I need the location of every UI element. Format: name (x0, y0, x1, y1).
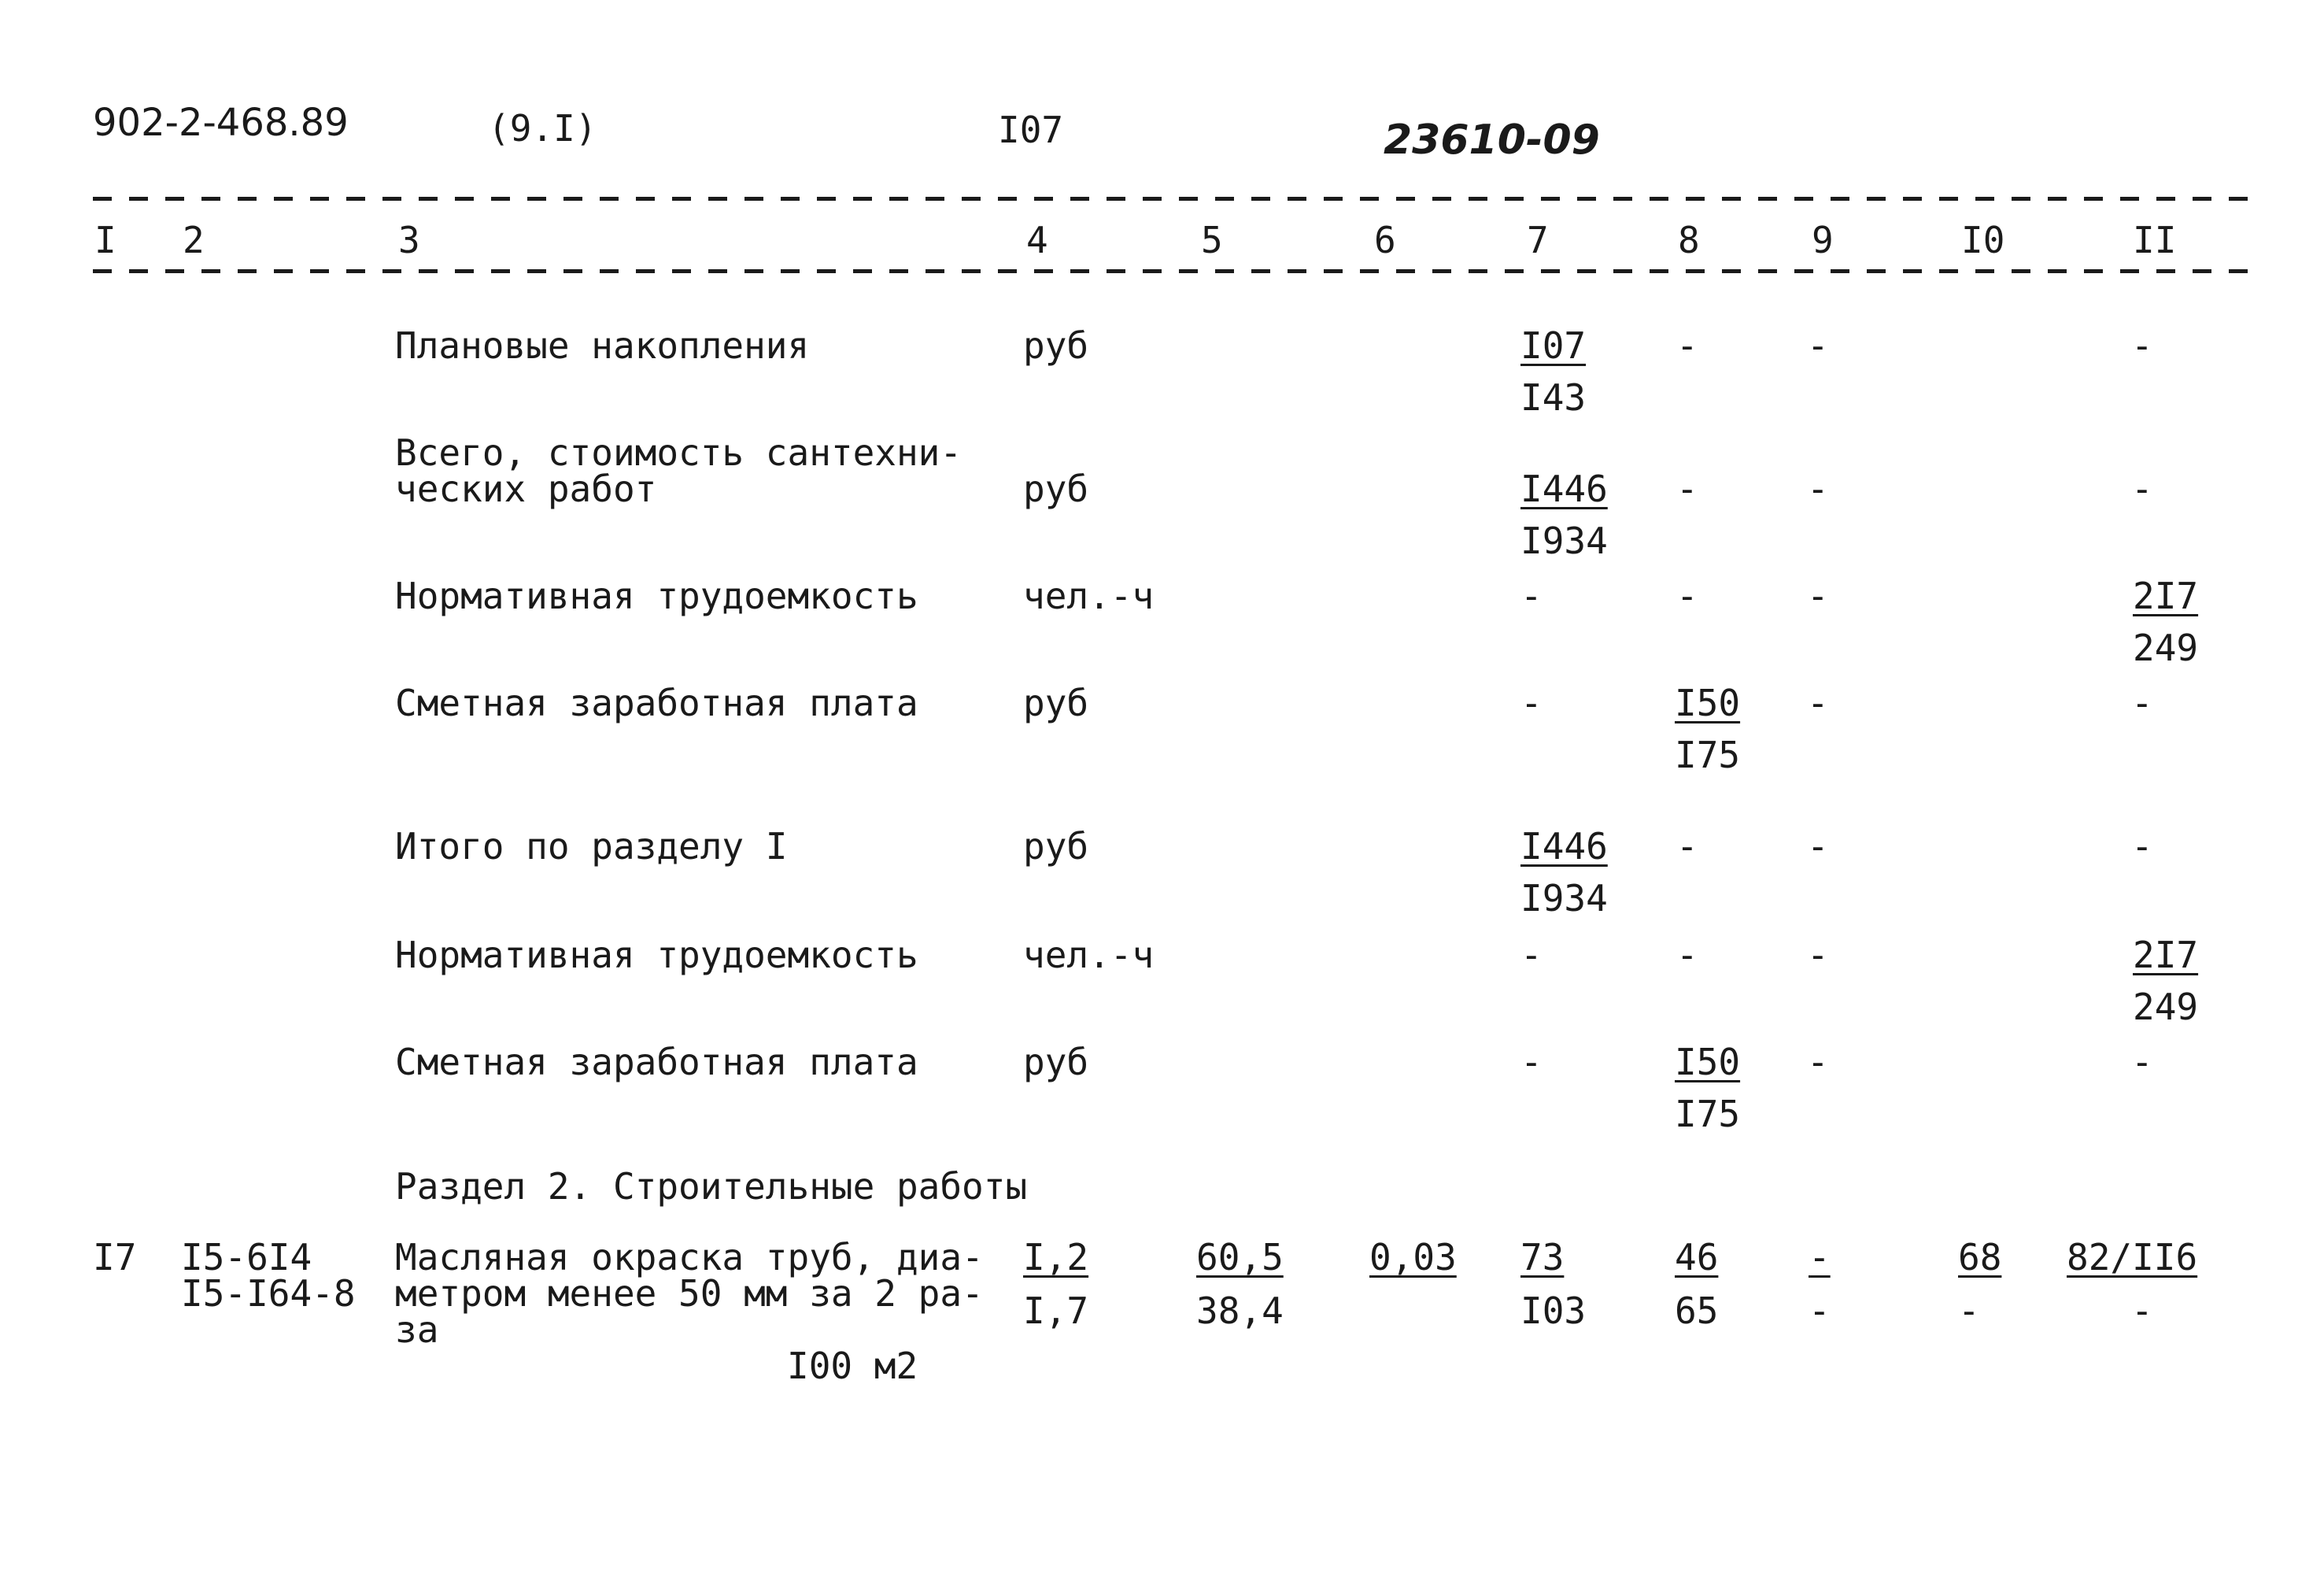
item17-col5-top: 60,5 (1196, 1236, 1284, 1278)
row-total-plumbing-col11: - (2131, 468, 2153, 510)
row-estimated-wages-label: Сметная заработная плата (395, 682, 918, 724)
row-section1-total-col7-top: I446 (1520, 825, 1608, 868)
row-section1-labor-col7: - (1520, 934, 1543, 976)
row-total-plumbing-col7-bottom: I934 (1520, 520, 1608, 562)
item17-col7-top: 73 (1520, 1236, 1565, 1278)
row-section1-wages-col11: - (2131, 1041, 2153, 1083)
row-section1-total-col7-bottom: I934 (1520, 877, 1608, 920)
row-total-plumbing-unit: руб (1023, 468, 1089, 510)
row-total-plumbing-label-line2: ческих работ (395, 468, 657, 510)
item17-col10-bottom: - (1958, 1290, 1980, 1332)
item17-col11-top: 82/II6 (2067, 1236, 2198, 1278)
section-reference: (9.I) (488, 107, 597, 150)
row-section1-labor-col11-top: 2I7 (2133, 934, 2199, 976)
archive-number: 23610-09 (1384, 117, 1600, 164)
item17-col4-bottom: I,7 (1023, 1290, 1089, 1332)
row-section1-wages-col7: - (1520, 1041, 1543, 1083)
column-header-3: 3 (398, 219, 420, 261)
item17-code-line1: I5-6I4 (181, 1236, 312, 1278)
row-section1-labor-col9: - (1807, 934, 1829, 976)
column-header-5: 5 (1201, 219, 1223, 261)
row-section1-wages-col8-bottom: I75 (1675, 1093, 1741, 1135)
row-labor-intensity-col11-bottom: 249 (2133, 627, 2199, 669)
item17-col8-top: 46 (1675, 1236, 1719, 1278)
row-section1-labor-col8: - (1676, 934, 1698, 976)
row-planned-savings-col7-bottom: I43 (1520, 376, 1587, 419)
row-estimated-wages-col11: - (2131, 682, 2153, 724)
row-section1-labor-label: Нормативная трудоемкость (395, 934, 918, 976)
row-planned-savings-col9: - (1807, 324, 1829, 367)
header-rule-bottom (93, 269, 2249, 273)
item17-number: I7 (93, 1236, 137, 1278)
item17-col9-bottom: - (1809, 1290, 1831, 1332)
row-labor-intensity-col8: - (1676, 575, 1698, 617)
row-estimated-wages-col9: - (1807, 682, 1829, 724)
section2-title: Раздел 2. Строительные работы (395, 1165, 1028, 1208)
row-labor-intensity-col7: - (1520, 575, 1543, 617)
item17-unit: I00 м2 (787, 1345, 918, 1387)
row-section1-wages-unit: руб (1023, 1041, 1089, 1083)
item17-name-line2: метром менее 50 мм за 2 ра- (395, 1272, 984, 1315)
row-estimated-wages-col8-top: I50 (1675, 682, 1741, 724)
item17-col10-top: 68 (1958, 1236, 2002, 1278)
row-section1-labor-col11-bottom: 249 (2133, 986, 2199, 1028)
row-section1-labor-unit: чел.-ч (1023, 934, 1155, 976)
row-planned-savings-unit: руб (1023, 324, 1089, 367)
item17-code-line2: I5-I64-8 (181, 1272, 356, 1315)
row-labor-intensity-col9: - (1807, 575, 1829, 617)
row-planned-savings-col11: - (2131, 324, 2153, 367)
row-section1-wages-col8-top: I50 (1675, 1041, 1741, 1083)
row-total-plumbing-label-line1: Всего, стоимость сантехни- (395, 431, 962, 474)
row-section1-total-unit: руб (1023, 825, 1089, 868)
page-number: I07 (998, 109, 1064, 151)
row-section1-total-col11: - (2131, 825, 2153, 868)
item17-col6-top: 0,03 (1369, 1236, 1457, 1278)
row-section1-total-col9: - (1807, 825, 1829, 868)
row-estimated-wages-unit: руб (1023, 682, 1089, 724)
column-header-9: 9 (1812, 219, 1834, 261)
column-header-2: 2 (183, 219, 205, 261)
row-labor-intensity-unit: чел.-ч (1023, 575, 1155, 617)
item17-col7-bottom: I03 (1520, 1290, 1587, 1332)
row-planned-savings-col8: - (1676, 324, 1698, 367)
row-total-plumbing-col7-top: I446 (1520, 468, 1608, 510)
item17-col5-bottom: 38,4 (1196, 1290, 1284, 1332)
column-header-6: 6 (1374, 219, 1396, 261)
row-section1-total-label: Итого по разделу I (395, 825, 788, 868)
row-estimated-wages-col8-bottom: I75 (1675, 734, 1741, 776)
item17-name-line1: Масляная окраска труб, диа- (395, 1236, 984, 1278)
column-header-4: 4 (1026, 219, 1048, 261)
row-labor-intensity-col11-top: 2I7 (2133, 575, 2199, 617)
document-code: 902-2-468.89 (93, 101, 349, 145)
header-rule-top (93, 197, 2249, 201)
row-total-plumbing-col9: - (1807, 468, 1829, 510)
row-labor-intensity-label: Нормативная трудоемкость (395, 575, 918, 617)
item17-name-line3: за (395, 1308, 439, 1351)
row-section1-wages-label: Сметная заработная плата (395, 1041, 918, 1083)
row-section1-wages-col9: - (1807, 1041, 1829, 1083)
row-estimated-wages-col7: - (1520, 682, 1543, 724)
column-header-10: I0 (1961, 219, 2005, 261)
row-total-plumbing-col8: - (1676, 468, 1698, 510)
item17-col11-bottom: - (2131, 1290, 2153, 1332)
row-planned-savings-label: Плановые накопления (395, 324, 810, 367)
row-section1-total-col8: - (1676, 825, 1698, 868)
column-header-11: II (2133, 219, 2177, 261)
item17-col8-bottom: 65 (1675, 1290, 1719, 1332)
column-header-8: 8 (1678, 219, 1700, 261)
item17-col4-top: I,2 (1023, 1236, 1089, 1278)
row-planned-savings-col7-top: I07 (1520, 324, 1587, 367)
item17-col9-top: - (1809, 1236, 1831, 1278)
column-header-7: 7 (1527, 219, 1549, 261)
column-header-1: I (94, 219, 116, 261)
